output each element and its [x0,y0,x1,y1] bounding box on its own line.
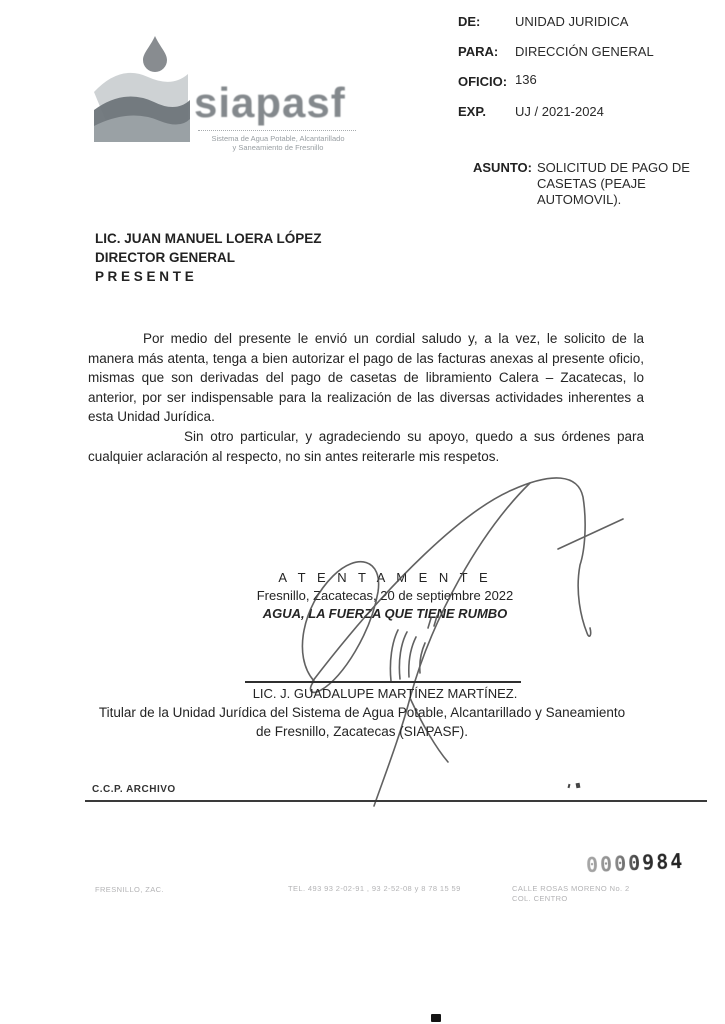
addressee-presente: P R E S E N T E [95,269,194,284]
asunto-block [473,160,709,208]
siapasf-logo [88,30,388,152]
atentamente-line: A T E N T A M E N T E [278,570,492,585]
field-para-label: PARA: [458,44,499,59]
bottom-rule [85,800,707,802]
signer-name: LIC. J. GUADALUPE MARTÍNEZ MARTÍNEZ. [252,686,518,701]
footer-phones: TEL. 493 93 2-02-91 , 93 2-52-08 y 8 78 15 59 [288,884,461,893]
brand-underline [198,130,356,131]
water-drop-wave-icon [88,30,193,148]
asunto-label: ASUNTO: [473,160,532,175]
place-date-line: Fresnillo, Zacatecas, 20 de septiembre 2022 [256,588,514,603]
addressee-title: DIRECTOR GENERAL [95,250,236,265]
body-paragraph-2: Sin otro particular, y agradeciendo su apoyo, quedo a sus órdenes para cualquier aclaración al respecto, no sin antes reiterarle mis respetos. [88,429,644,464]
footer-address: CALLE ROSAS MORENO No. 2 COL. CENTRO [512,884,630,903]
slogan-line: AGUA, LA FUERZA QUE TIENE RUMBO [262,606,508,621]
closing-block [225,569,545,623]
body-paragraph-1: Por medio del presente le envió un cordial saludo y, a la vez, le solicito de la manera más atenta, tenga a bien autorizar el pago de las facturas anexas al presente oficio, mismas que son derivadas del pago de casetas de libramiento Calera – Zacatecas, lo anterior, por ser indispensable para la realización de las diversas actividades inherentes a esta Unidad Jurídica. [88,331,644,424]
logo-tagline: Sistema de Agua Potable, Alcantarillado y Saneamiento de Fresnillo [211,134,345,152]
field-para [458,44,708,59]
field-para-value: DIRECCIÓN GENERAL [515,44,654,59]
field-oficio-value: 136 [515,72,537,87]
addressee-block [95,229,322,286]
field-de-label: DE: [458,14,481,29]
addressee-name: LIC. JUAN MANUEL LOERA LÓPEZ [95,231,322,246]
field-oficio-label: OFICIO: [458,74,508,89]
footer-city: FRESNILLO, ZAC. [95,885,164,894]
field-exp-label: EXP. [458,104,486,119]
signature [270,455,650,820]
field-oficio [458,74,708,89]
brand-text: siapasf [194,79,346,126]
signer-title: Titular de la Unidad Jurídica del Sistema de Agua Potable, Alcantarillado y Saneamiento de Fresnillo, Zacatecas (SIAPASF). [98,705,626,739]
field-de [458,14,708,29]
field-de-value: UNIDAD JURIDICA [515,14,629,29]
field-exp-value: UJ / 2021-2024 [515,104,604,119]
pen-marks [568,783,584,789]
asunto-value: SOLICITUD DE PAGO DE CASETAS (PEAJE AUTOMOVIL). [537,160,690,207]
scan-artifact [431,1014,441,1022]
header-fields [458,14,708,134]
field-exp [458,104,708,119]
signature-rule [245,681,521,683]
ccp-line: C.C.P. ARCHIVO [92,784,176,795]
folio-stamp: 0000984 [585,848,685,878]
